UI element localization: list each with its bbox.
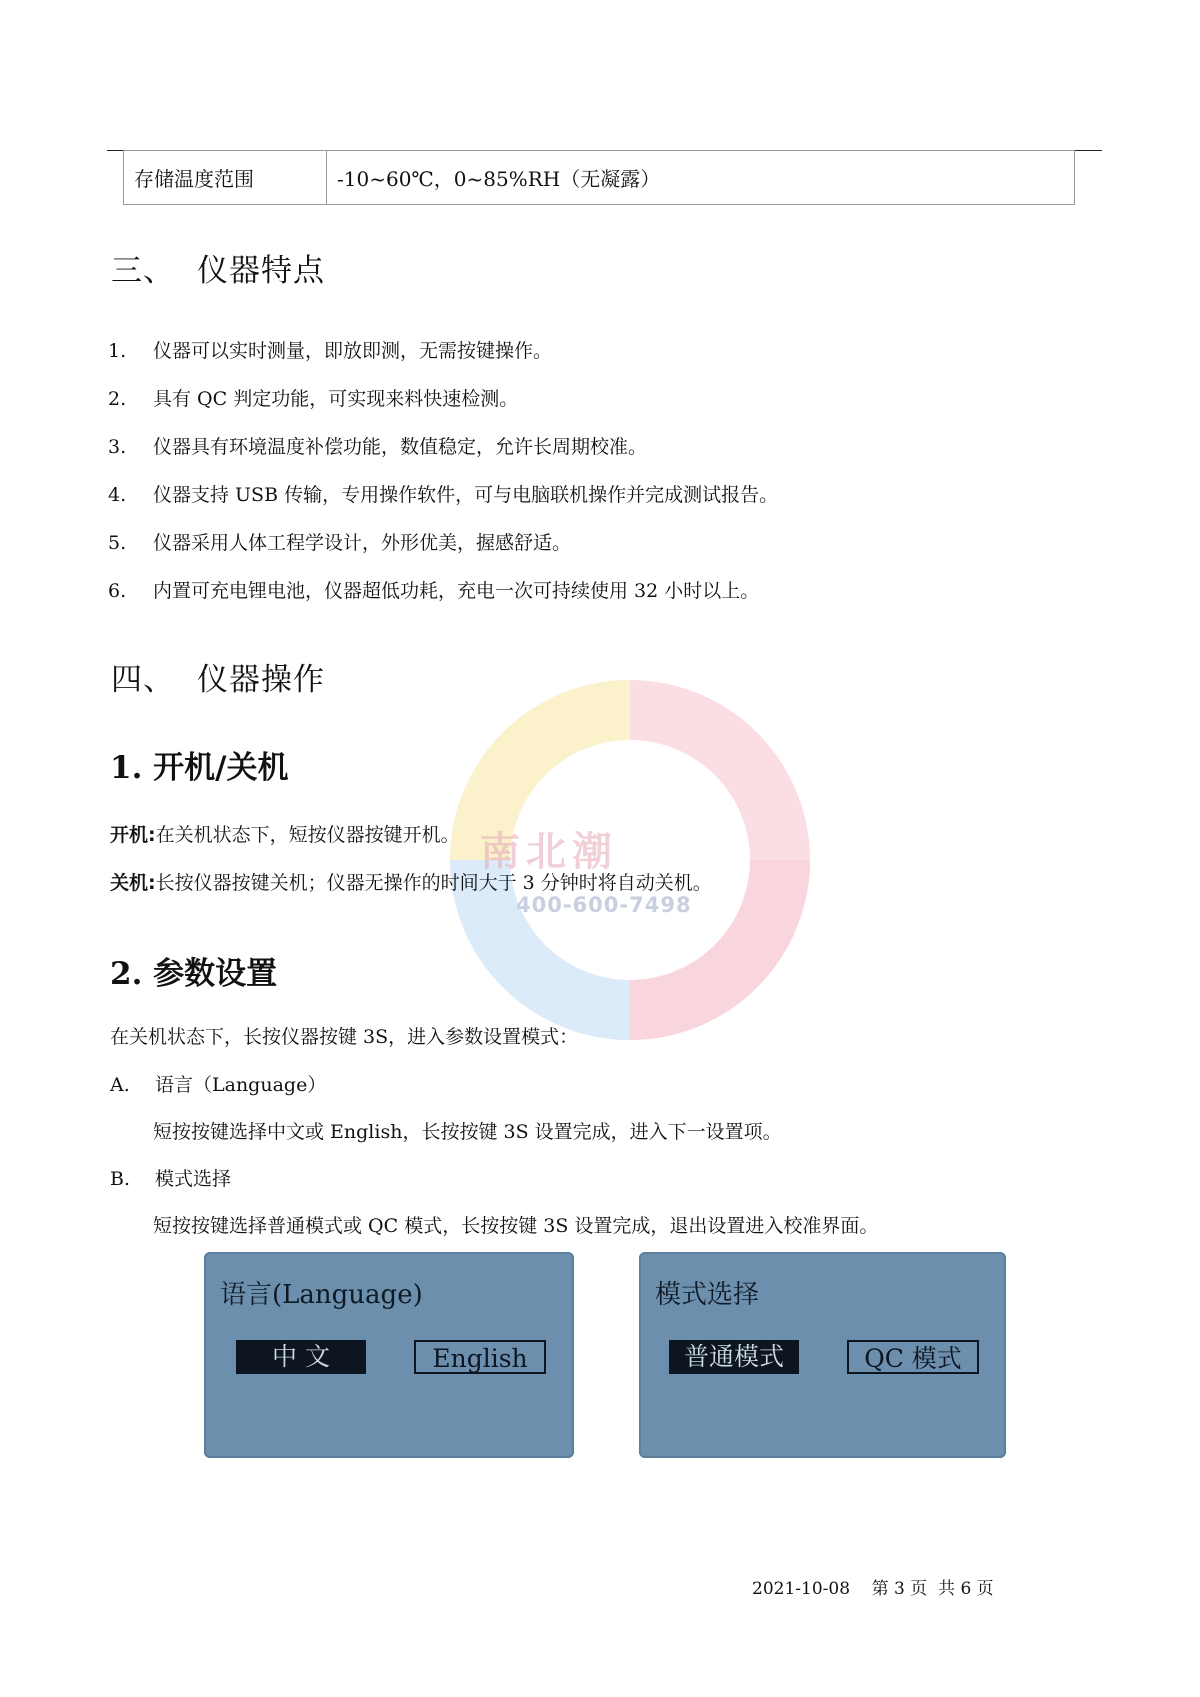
power-off-text: 长按仪器按键关机；仪器无操作的时间大于 3 分钟时将自动关机。 [155,872,712,894]
mode-option-qc: QC 模式 [847,1340,979,1374]
list-item-text: 仪器支持 USB 传输，专用操作软件，可与电脑联机操作并完成测试报告。 [153,484,779,506]
section3-heading [111,245,325,290]
mode-option-normal: 普通模式 [669,1340,799,1374]
list-item-number: 3. [108,436,127,458]
section4-heading [111,654,325,699]
list-item-text: 内置可充电锂电池，仪器超低功耗，充电一次可持续使用 32 小时以上。 [153,580,760,602]
power-off-line [110,868,712,895]
option-b-title: 模式选择 [155,1168,232,1190]
sub2-heading: 2. 参数设置 [110,956,278,992]
list-item-number: 5. [108,532,127,554]
list-item [108,384,518,411]
list-item [108,480,778,507]
table-row [124,151,1075,205]
list-item-text: 仪器采用人体工程学设计，外形优美，握感舒适。 [153,532,572,554]
list-item-number: 1. [108,340,127,362]
language-option-chinese: 中 文 [236,1340,366,1374]
sub2-intro: 在关机状态下，长按仪器按键 3S，进入参数设置模式： [110,1026,579,1048]
mode-screen-image [639,1252,1006,1458]
option-b-label: B. [110,1168,131,1190]
option-a-heading [110,1070,326,1097]
option-a-title: 语言（Language） [155,1074,327,1096]
watermark-brand: 南北潮 [480,829,618,875]
mode-screen-title: 模式选择 [655,1280,760,1310]
spec-value: -10~60℃，0~85%RH（无凝露） [327,151,1075,205]
power-on-line [110,820,460,847]
list-item-text: 仪器可以实时测量，即放即测，无需按键操作。 [153,340,553,362]
page-footer: 2021-10-08 第 3 页 共 6 页 [752,1579,994,1599]
language-screen-image [204,1252,574,1458]
list-item-text: 具有 QC 判定功能，可实现来料快速检测。 [153,388,519,410]
power-off-label: 关机: [110,872,156,894]
list-item-number: 4. [108,484,127,506]
list-item [108,528,571,555]
spec-table [123,150,1075,205]
list-item-number: 6. [108,580,127,602]
spec-key: 存储温度范围 [124,151,327,205]
list-item [108,336,552,363]
option-b-heading [110,1164,231,1191]
list-item [108,432,647,459]
option-b-desc: 短按按键选择普通模式或 QC 模式，长按按键 3S 设置完成，退出设置进入校准界面。 [153,1215,879,1237]
option-a-label: A. [110,1074,130,1096]
section4-number: 四、 [111,662,175,698]
option-a-desc: 短按按键选择中文或 English，长按按键 3S 设置完成，进入下一设置项。 [153,1121,782,1143]
section3-number: 三、 [111,253,175,289]
section4-title: 仪器操作 [197,662,325,698]
list-item-number: 2. [108,388,127,410]
sub1-heading: 1. 开机/关机 [110,750,289,786]
language-screen-title: 语言(Language) [220,1280,423,1310]
power-on-label: 开机: [110,824,156,846]
list-item-text: 仪器具有环境温度补偿功能，数值稳定，允许长周期校准。 [153,436,648,458]
language-option-english: English [414,1340,546,1374]
watermark-phone: 400-600-7498 [516,893,692,917]
list-item [108,576,759,603]
power-on-text: 在关机状态下，短按仪器按键开机。 [155,824,460,846]
section3-title: 仪器特点 [197,253,325,289]
